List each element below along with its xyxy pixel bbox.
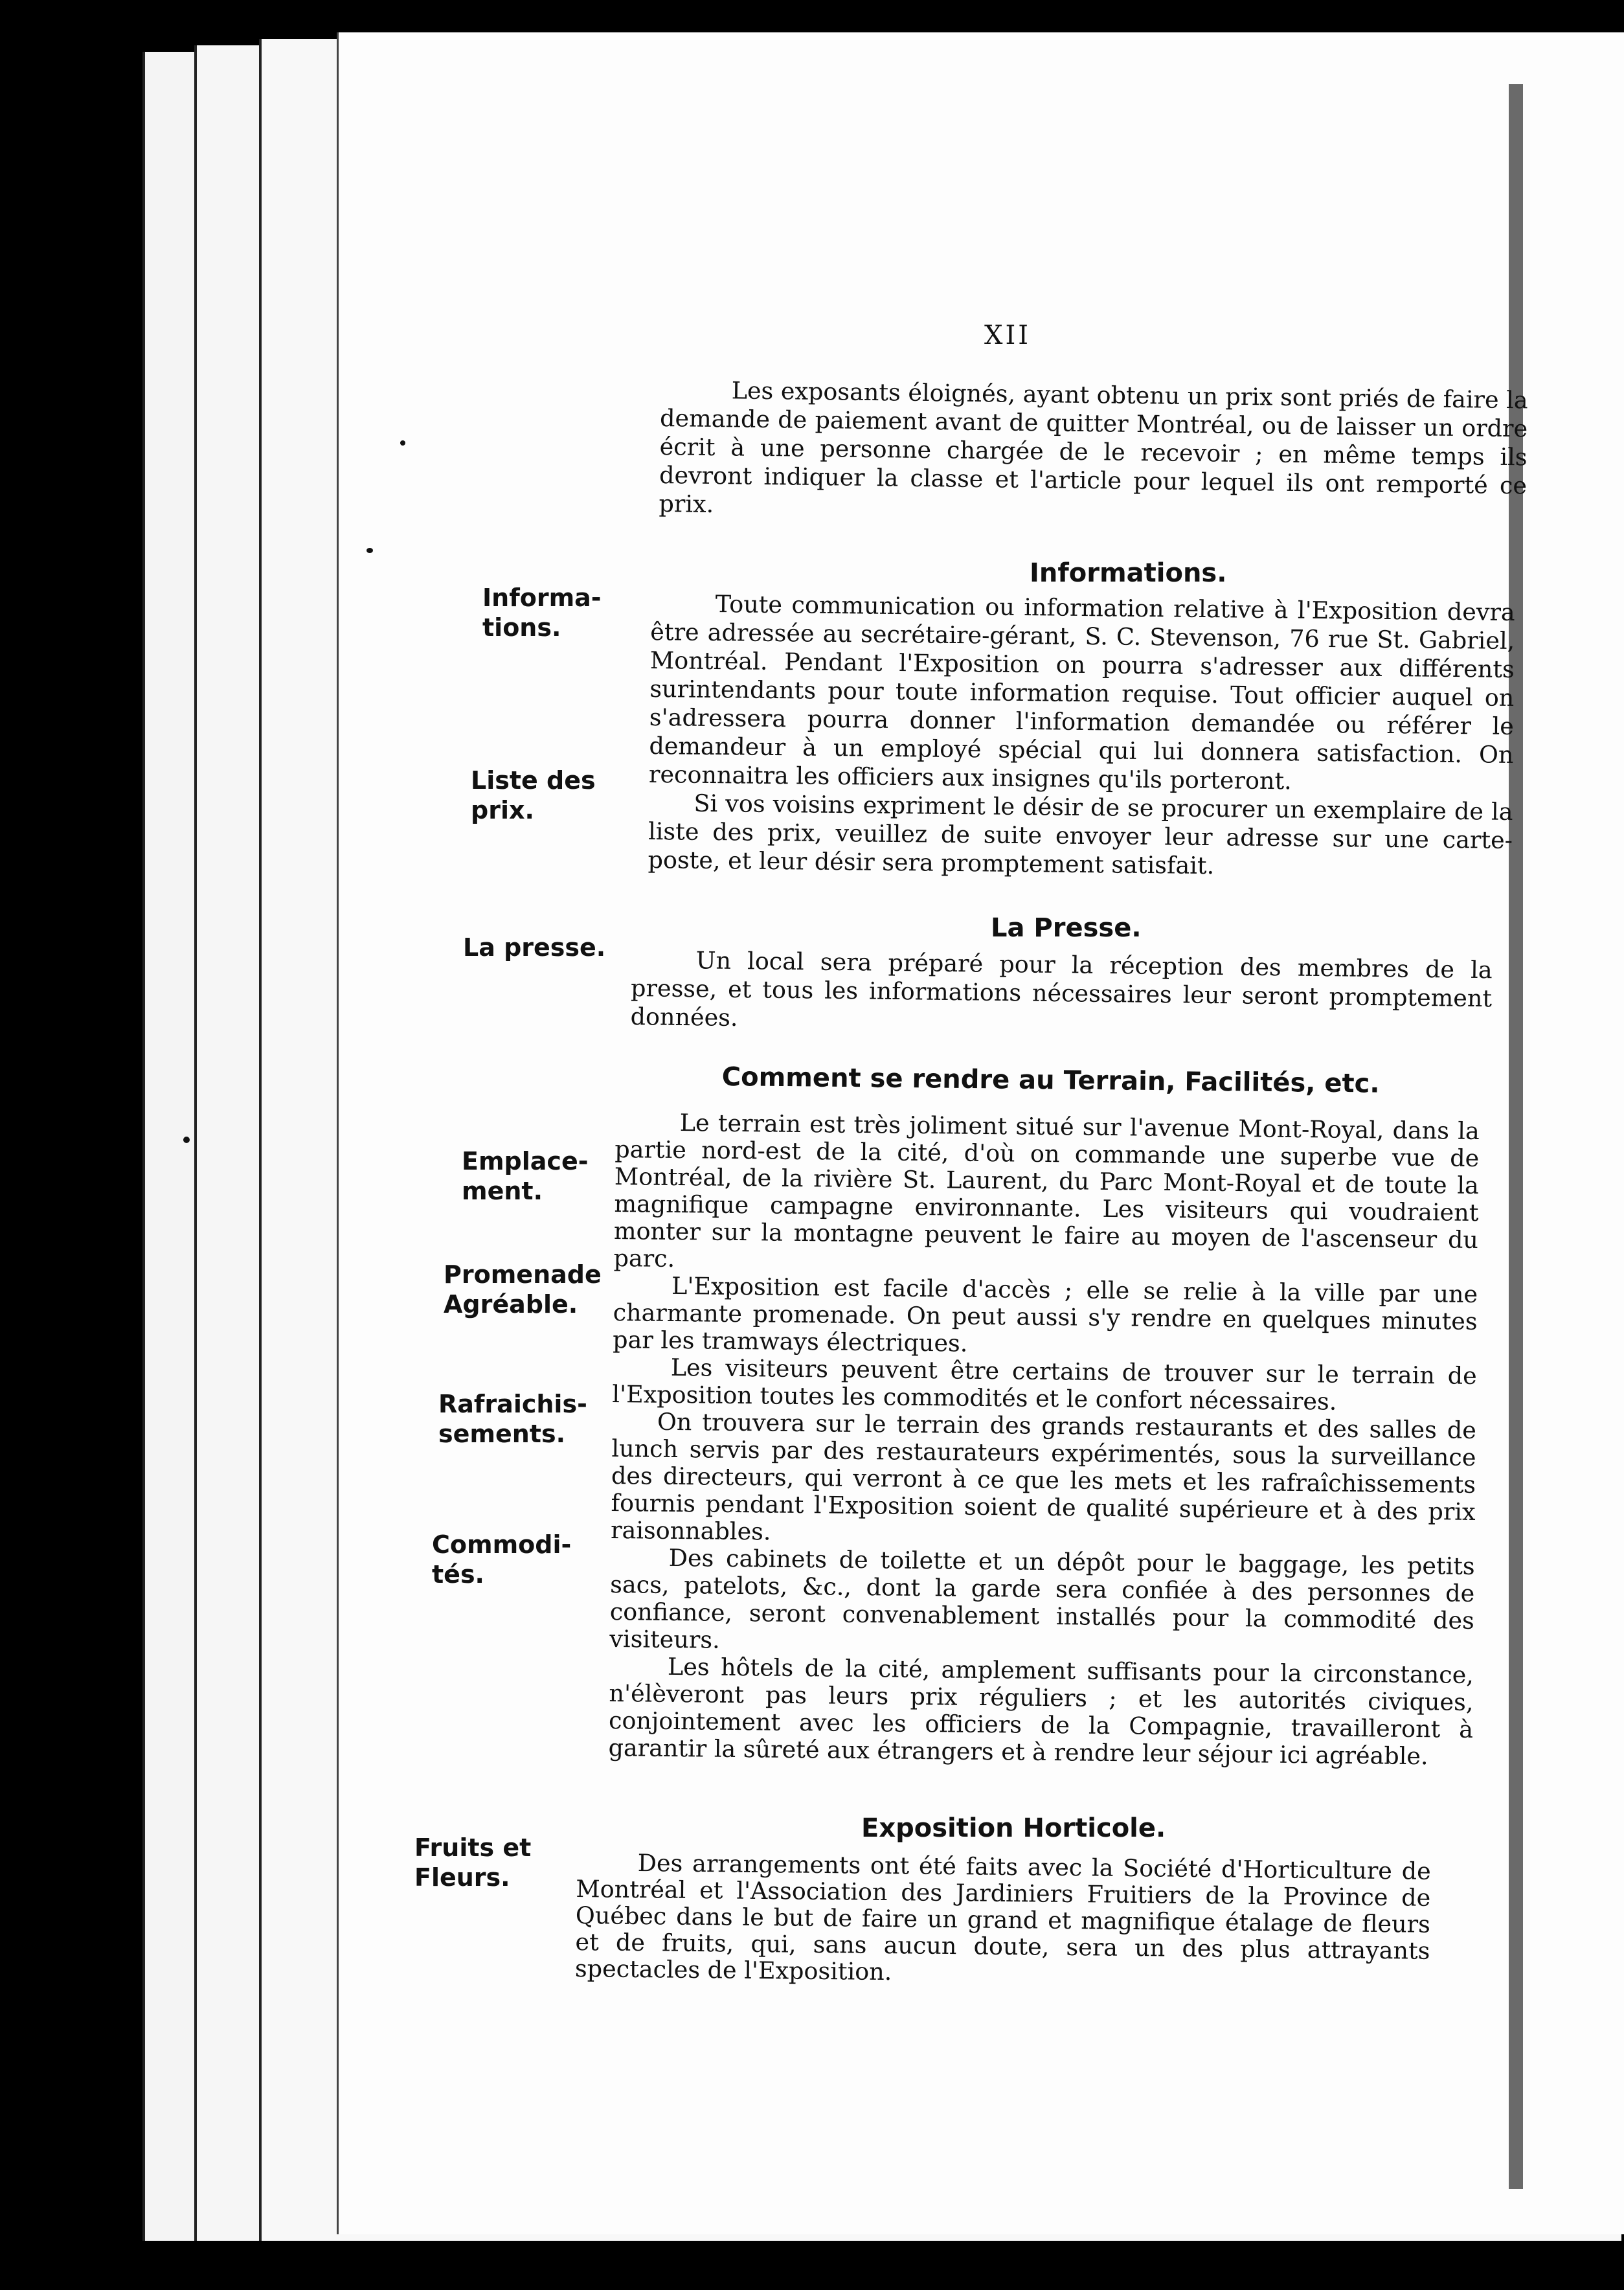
- liste-prix-paragraph: Si vos voisins expriment le désir de se procurer un exemplaire de la liste des prix, veuillez de suite envoyer leur adresse sur une carte-poste, et leur désir sera promptement satisfait.: [648, 789, 1513, 880]
- terrain-block: [608, 1109, 1479, 1771]
- page-number: XII: [984, 321, 1032, 350]
- heading-informations: Informations.: [1030, 558, 1227, 588]
- heading-terrain: Comment se rendre au Terrain, Facilités, etc.: [721, 1062, 1380, 1099]
- terrain-paragraph-1: Le terrain est très joliment situé sur l'avenue Mont-Royal, dans la partie nord-est de la cité, d'où on commande une superbe vue de Montréal, de la rivière St. Laurent, du Parc Mont-Royal et de toute la magnifique campagne environnante. Les visiteurs qui voudraient monter sur la montagne peuvent le faire au moyen de l'ascenseur du parc.: [613, 1109, 1480, 1273]
- informations-paragraph: Toute communication ou information relative à l'Exposition devra être adressée au secrétaire-gérant, S. C. Stevenson, 76 rue St. Gabriel, Montréal. Pendant l'Exposition on pourra s'adresser aux différents surintendants pour toute information requise. Tout officier auquel on s'adressera pourra donner l'information demandée ou référer le demandeur à un employé spécial qui lui donnera satisfaction. On reconnaitra les officiers aux insignes qu'ils porteront.: [648, 590, 1515, 795]
- horticole-paragraph: Des arrangements ont été faits avec la Société d'Horticulture de Montréal et l'Association des Jardiniers Fruitiers de la Province de Québec dans le but de faire un grand et magnifique étalage de fleurs et de fruits, qui, sans aucun doute, sera un des plus attrayants spectacles de l'Exposition.: [574, 1848, 1431, 1986]
- speck-3: [183, 1137, 190, 1143]
- terrain-paragraph-4: On trouvera sur le terrain des grands restaurants et des salles de lunch servis par des restaurateurs expérimentés, sous la surveillance des directeurs, qui verront à ce que les mets et les rafraîchissements fournis pendant l'Exposition soient de qualité supérieure et à des prix raisonnables.: [610, 1407, 1477, 1546]
- informations-block: [648, 589, 1515, 883]
- presse-paragraph: Un local sera préparé pour la réception des membres de la presse, et tous les informations nécessaires leur seront promptement données.: [630, 946, 1493, 1032]
- margin-note-commodites: Commodi- tés.: [432, 1530, 572, 1589]
- margin-note-emplacement: Emplace- ment.: [462, 1147, 589, 1205]
- horticole-block: [575, 1849, 1431, 1991]
- terrain-paragraph-5: Des cabinets de toilette et un dépôt pour le baggage, les petits sacs, patelots, &c., dont la garde sera confiée à des personnes de confiance, seront convenablement installés pour la commodité des visiteurs.: [609, 1543, 1475, 1654]
- margin-note-presse: La presse.: [463, 933, 606, 962]
- margin-note-informations: Informa- tions.: [482, 584, 602, 642]
- margin-note-rafraichissements: Rafraichis- sements.: [438, 1390, 587, 1448]
- intro-text: Les exposants éloignés, ayant obtenu un prix sont priés de faire la demande de paiement avant de quitter Montréal, ou de laisser un ordre écrit à une personne chargée de le recevoir ; en même temps ils devront indiquer la classe et l'article pour lequel ils ont remporté ce prix.: [659, 376, 1528, 519]
- speck-2: [367, 548, 373, 553]
- margin-note-liste-prix: Liste des prix.: [471, 766, 596, 824]
- terrain-paragraph-6: Les hôtels de la cité, amplement suffisants pour la circonstance, n'élèveront pas leurs prix réguliers ; et les autorités civiques, conjointement avec les officiers de la Compagnie, travailleront à garantir la sûreté aux étrangers et à rendre leur séjour ici agréable.: [608, 1652, 1474, 1771]
- heading-horticole: Exposition Horticole.: [861, 1813, 1166, 1843]
- margin-note-fruits: Fruits et Fleurs.: [414, 1833, 532, 1892]
- terrain-paragraph-3: Les visiteurs peuvent être certains de trouver sur le terrain de l'Exposition toutes les commodités et le confort nécessaires.: [612, 1353, 1477, 1416]
- heading-presse: La Presse.: [991, 913, 1142, 943]
- terrain-paragraph-2: L'Exposition est facile d'accès ; elle se relie à la ville par une charmante promenade. On peut aussi s'y rendre en quelques minutes par les tramways électriques.: [613, 1271, 1478, 1357]
- intro-paragraph: [659, 376, 1528, 528]
- margin-note-promenade: Promenade Agréable.: [444, 1260, 602, 1319]
- speck-1: [400, 440, 405, 446]
- presse-block: [630, 946, 1493, 1041]
